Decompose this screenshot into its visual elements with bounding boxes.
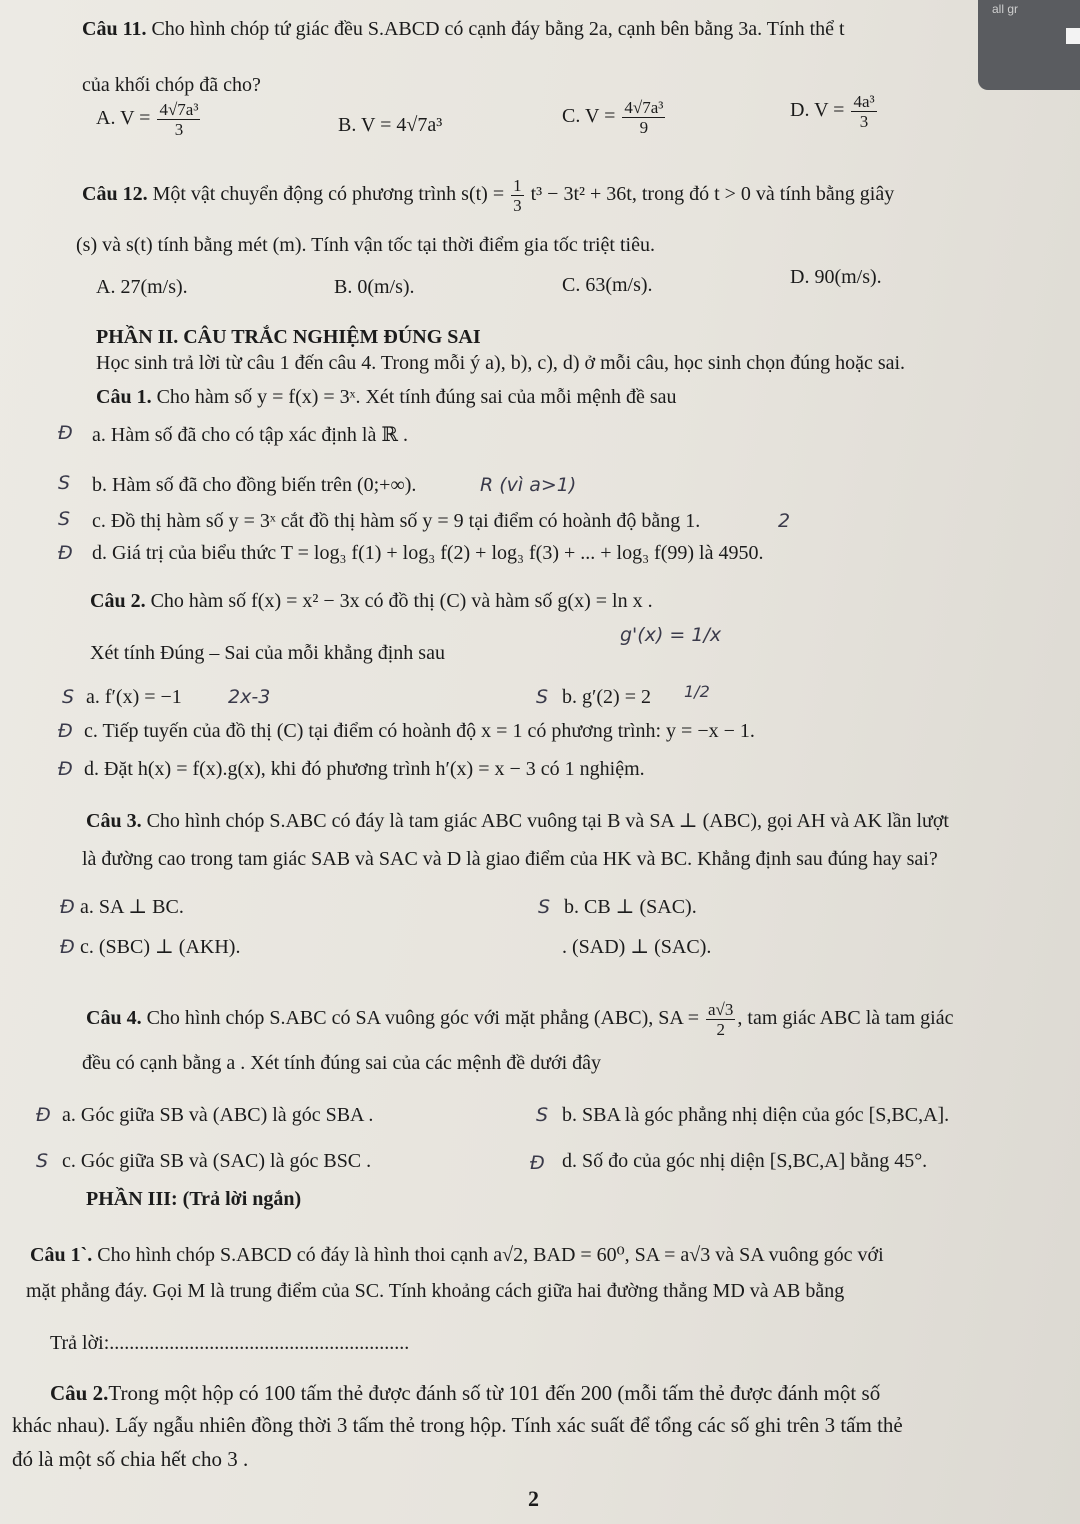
q11-a-frac: [157, 100, 200, 139]
p2q1-mark-a: Đ: [58, 422, 73, 444]
q11-c-lhs: V =: [584, 105, 616, 128]
p2q4-d: d. Số đo của góc nhị diện [S,BC,A] bằng 45°.: [562, 1150, 928, 1172]
p2q3-mark-c: Đ: [60, 936, 75, 958]
p2q3-d: . (SAD) ⊥ (SAC).: [562, 936, 712, 958]
p2q4-a: a. Góc giữa SB và (ABC) là góc SBA .: [62, 1104, 374, 1126]
p2q2-c: c. Tiếp tuyến của đồ thị (C) tại điểm có hoành độ x = 1 có phương trình: y = −x − 1.: [84, 720, 755, 742]
p2q2-sub: Xét tính Đúng – Sai của mỗi khẳng định sau: [90, 642, 445, 664]
q11-d-num: 4a³: [853, 92, 875, 111]
p2q2-label: Câu 2.: [90, 590, 146, 612]
p2q4-line1: [86, 1000, 953, 1039]
p2q3-label: Câu 3.: [86, 810, 142, 832]
p3q2-label: Câu 2.: [50, 1381, 109, 1405]
p2q1-c: c. Đồ thị hàm số y = 3ˣ cắt đồ thị hàm số y = 9 tại điểm có hoành độ bằng 1.: [92, 510, 701, 532]
q11-a-num: 4√7a³: [159, 100, 199, 119]
p2q2-a: a. f′(x) = −1: [86, 686, 182, 708]
p2q1-a: a. Hàm số đã cho có tập xác định là ℝ .: [92, 424, 408, 446]
q11-c-num: 4√7a³: [624, 98, 664, 117]
p3q1-text1: Cho hình chóp S.ABCD có đáy là hình thoi cạnh a√2, BAD = 60⁰, SA = a√3 và SA vuông góc với: [97, 1244, 884, 1266]
p2q1-b: b. Hàm số đã cho đồng biến trên (0;+∞).: [92, 474, 417, 496]
q11-a-lhs: V =: [120, 107, 151, 130]
p2q1-mark-d: Đ: [58, 542, 73, 564]
q11-option-b: [338, 112, 442, 138]
p2q1-mark-c: S: [58, 508, 71, 530]
p3q2-line1: [50, 1380, 880, 1406]
q11-text1: Cho hình chóp tứ giác đều S.ABCD có cạnh đáy bằng 2a, cạnh bên bằng 3a. Tính thể t: [151, 18, 845, 40]
q12-eq-frac: [511, 176, 524, 215]
p2q2-note-gprime: g'(x) = 1/x: [620, 624, 722, 646]
p2q2-b: b. g′(2) = 2: [562, 686, 651, 708]
p2q3-text2: là đường cao trong tam giác SAB và SAC và D là giao điểm của HK và BC. Khẳng định sau đúng hay sai?: [82, 848, 938, 870]
p3q1-answer[interactable]: Trả lời:............................................................: [50, 1332, 410, 1354]
p2q2-mark-c: Đ: [58, 720, 73, 742]
q12-option-b: B. 0(m/s).: [334, 276, 415, 298]
q11-c-den: 9: [639, 118, 649, 137]
p3q2-text1: Trong một hộp có 100 tấm thẻ được đánh số từ 101 đến 200 (mỗi tấm thẻ được đánh một số: [108, 1381, 881, 1405]
q12-eq-num: 1: [513, 176, 522, 195]
p2q3-c: c. (SBC) ⊥ (AKH).: [80, 936, 241, 958]
p2q1-note-b: R (vì a>1): [480, 474, 577, 496]
page-number: 2: [528, 1486, 539, 1511]
q11-d-den: 3: [859, 112, 869, 131]
p2q4-frac-den: 2: [716, 1020, 725, 1039]
q11-line1: [82, 16, 845, 42]
p3q1-line1: [30, 1242, 884, 1268]
q11-b-val: V = 4√7a³: [360, 114, 443, 136]
p2q1-note-c: 2: [778, 510, 791, 532]
p2q2-stem-line: [90, 588, 653, 614]
p2q3-mark-a: Đ: [60, 896, 75, 918]
q12-option-d: D. 90(m/s).: [790, 266, 882, 288]
p2q2-mark-b: S: [536, 686, 549, 708]
p3q1-text2: mặt phẳng đáy. Gọi M là trung điểm của SC. Tính khoảng cách giữa hai đường thẳng MD và AB bằng: [26, 1280, 845, 1302]
q12-eq-rhs: t³ − 3t² + 36t: [530, 183, 632, 206]
p2q3-text1: Cho hình chóp S.ABC có đáy là tam giác ABC vuông tại B và SA ⊥ (ABC), gọi AH và AK lần lượt: [146, 810, 949, 832]
q12-text1b: , trong đó t > 0 và tính bằng giây: [631, 183, 895, 206]
q11-b-label: B.: [338, 114, 357, 136]
p2q4-mark-d: Đ: [530, 1152, 545, 1174]
p2q4-mark-a: Đ: [36, 1104, 51, 1126]
q12-option-c: C. 63(m/s).: [562, 274, 653, 296]
q11-label: Câu 11.: [82, 18, 147, 40]
q11-option-a: [96, 100, 202, 139]
q12-eq-den: 3: [513, 196, 522, 215]
part3-title: PHẦN III: (Trả lời ngắn): [86, 1188, 302, 1210]
status-text: all gr: [992, 2, 1019, 16]
p2q3-mark-b: S: [538, 896, 551, 918]
p2q3-b: b. CB ⊥ (SAC).: [564, 896, 697, 918]
p2q2-mark-a: S: [62, 686, 75, 708]
p2q4-mark-c: S: [36, 1150, 49, 1172]
p2q4-b: b. SBA là góc phẳng nhị diện của góc [S,BC,A].: [562, 1104, 950, 1126]
p3q2-text3: đó là một số chia hết cho 3 .: [12, 1447, 249, 1471]
q12-label: Câu 12.: [82, 183, 148, 206]
p2q4-mark-b: S: [536, 1104, 549, 1126]
p2q2-note-a: 2x-3: [228, 686, 271, 708]
q12-text2: (s) và s(t) tính bằng mét (m). Tính vận tốc tại thời điểm gia tốc triệt tiêu.: [76, 234, 655, 256]
p2q3-line1: [86, 808, 949, 834]
p2q2-mark-d: Đ: [58, 758, 73, 780]
p2q4-c: c. Góc giữa SB và (SAC) là góc BSC .: [62, 1150, 372, 1172]
p2q4-text1b: , tam giác ABC là tam giác: [737, 1007, 954, 1030]
p2q1-stem-line: [96, 384, 677, 410]
p2q3-a: a. SA ⊥ BC.: [80, 896, 184, 918]
part2-title: PHẦN II. CÂU TRẮC NGHIỆM ĐÚNG SAI: [96, 326, 481, 348]
q11-d-label: D.: [790, 99, 810, 122]
q11-c-frac: [622, 98, 665, 137]
q11-d-frac: [851, 92, 876, 131]
p2q2-d: d. Đặt h(x) = f(x).g(x), khi đó phương trình h′(x) = x − 3 có 1 nghiệm.: [84, 758, 645, 780]
p3q1-label: Câu 1`.: [30, 1244, 93, 1266]
p3q2-text2: khác nhau). Lấy ngẫu nhiên đồng thời 3 tấm thẻ trong hộp. Tính xác suất để tổng các số ghi trên 3 tấm thẻ: [12, 1413, 903, 1437]
overlay-box: [1066, 28, 1080, 44]
q12-text1a: Một vật chuyển động có phương trình: [152, 183, 457, 206]
p2q4-text1a: Cho hình chóp S.ABC có SA vuông góc với mặt phẳng (ABC), SA =: [146, 1007, 699, 1030]
p2q4-frac-num: a√3: [708, 1000, 734, 1019]
p2q4-label: Câu 4.: [86, 1007, 142, 1030]
q12-option-a: A. 27(m/s).: [96, 276, 188, 298]
p2q1-label: Câu 1.: [96, 386, 152, 408]
q11-option-d: [790, 92, 879, 131]
p2q4-frac: [706, 1000, 735, 1039]
q11-a-label: A.: [96, 107, 116, 130]
p2q2-note-b: 1/2: [684, 682, 710, 701]
q11-c-label: C.: [562, 105, 581, 128]
q11-d-lhs: V =: [814, 99, 845, 122]
q12-line1: [82, 176, 894, 215]
p2q1-stem: Cho hàm số y = f(x) = 3ˣ. Xét tính đúng sai của mỗi mệnh đề sau: [156, 386, 677, 408]
p2q2-stem: Cho hàm số f(x) = x² − 3x có đồ thị (C) và hàm số g(x) = ln x .: [150, 590, 653, 612]
q11-option-c: [562, 98, 667, 137]
q11-text2: của khối chóp đã cho?: [82, 74, 261, 96]
q12-eq-lhs: s(t) =: [461, 183, 505, 206]
p2q1-mark-b: S: [58, 472, 71, 494]
p2q1-d: d. Giá trị của biểu thức T = log₃ f(1) + log₃ f(2) + log₃ f(3) + ... + log₃ f(99) là 4950.: [92, 542, 764, 564]
part2-intro: Học sinh trả lời từ câu 1 đến câu 4. Trong mỗi ý a), b), c), d) ở mỗi câu, học sinh chọn đúng hoặc sai.: [96, 352, 906, 374]
p2q4-text2: đều có cạnh bằng a . Xét tính đúng sai của các mệnh đề dưới đây: [82, 1052, 602, 1074]
q11-a-den: 3: [174, 120, 184, 139]
